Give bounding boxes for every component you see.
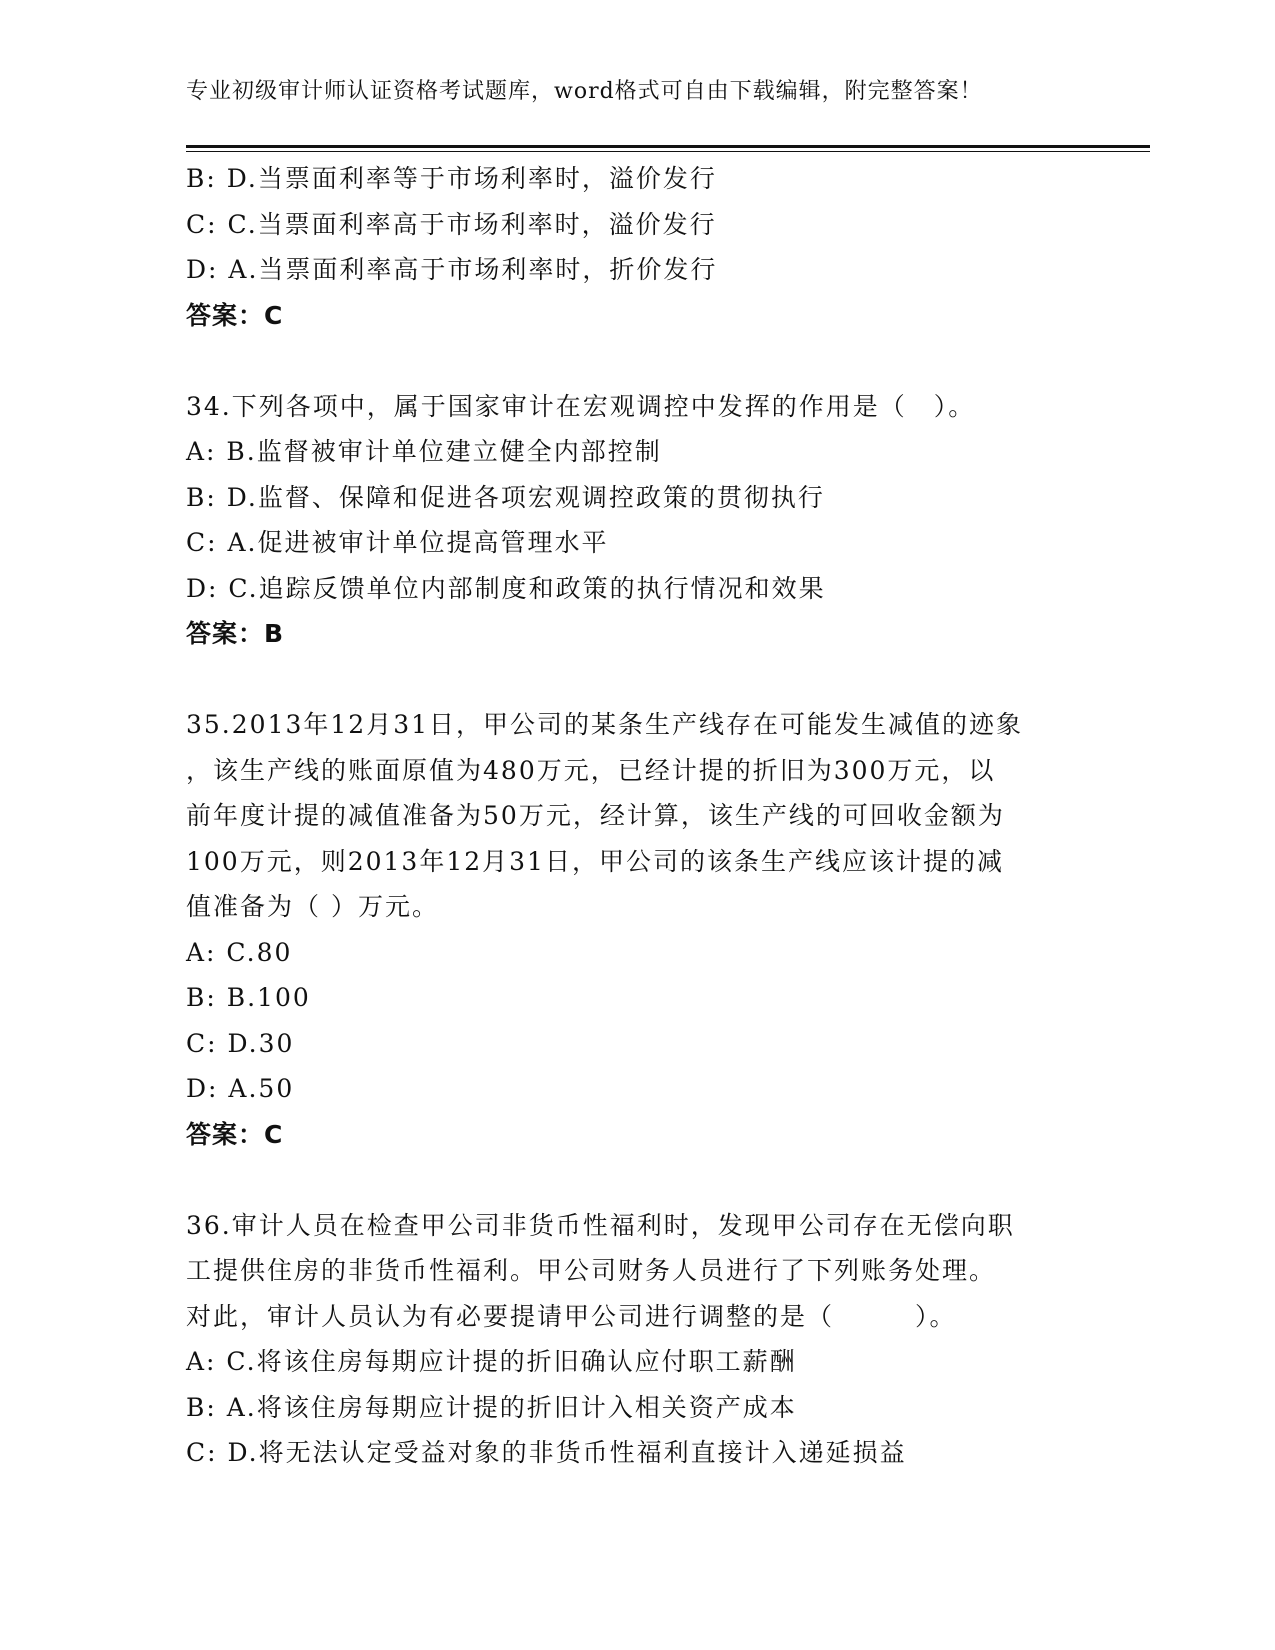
option-line: A: B.监督被审计单位建立健全内部控制: [186, 437, 662, 466]
header-rule-thick: [186, 145, 1150, 148]
question-text: 值准备为（ ）万元。: [186, 892, 439, 921]
question-text: 前年度计提的减值准备为50万元，经计算，该生产线的可回收金额为: [186, 801, 1005, 830]
option-line: A: C.将该住房每期应计提的折旧确认应付职工薪酬: [186, 1347, 797, 1376]
question-36: [186, 1203, 1086, 1476]
answer-line: 答案：C: [186, 1119, 284, 1149]
spacer: [186, 338, 1086, 384]
answer-line: 答案：C: [186, 300, 284, 330]
question-text: 34.下列各项中，属于国家审计在宏观调控中发挥的作用是（ ）。: [186, 391, 976, 421]
option-line: A: C.80: [186, 937, 293, 967]
spacer: [186, 1157, 1086, 1203]
document-body: [186, 156, 1086, 1476]
question-text: ，该生产线的账面原值为480万元，已经计提的折旧为300万元，以: [186, 755, 996, 785]
option-line: C: D.30: [186, 1028, 295, 1058]
option-line: B: B.100: [186, 983, 311, 1012]
question-34: [186, 384, 1086, 657]
question-text: 35.2013年12月31日，甲公司的某条生产线存在可能发生减值的迹象: [186, 710, 1024, 739]
option-line: C: D.将无法认定受益对象的非货币性福利直接计入递延损益: [186, 1438, 907, 1467]
option-line: C: A.促进被审计单位提高管理水平: [186, 528, 609, 557]
question-text: 对此，审计人员认为有必要提请甲公司进行调整的是（ ）。: [186, 1301, 957, 1331]
option-line: D: A.当票面利率高于市场利率时，折价发行: [186, 255, 718, 284]
option-line: D: A.50: [186, 1074, 295, 1103]
spacer: [186, 657, 1086, 703]
page-header: 专业初级审计师认证资格考试题库，word格式可自由下载编辑，附完整答案！: [186, 79, 983, 104]
option-line: B: D.监督、保障和促进各项宏观调控政策的贯彻执行: [186, 482, 825, 512]
question-text: 100万元，则2013年12月31日，甲公司的该条生产线应该计提的减: [186, 846, 1004, 876]
header-rule-thin: [186, 151, 1150, 152]
option-line: B: A.将该住房每期应计提的折旧计入相关资产成本: [186, 1392, 797, 1422]
question-33-continued: [186, 156, 1086, 338]
option-line: C: C.当票面利率高于市场利率时，溢价发行: [186, 209, 717, 239]
question-text: 36.审计人员在检查甲公司非货币性福利时，发现甲公司存在无偿向职: [186, 1210, 1015, 1240]
question-text: 工提供住房的非货币性福利。甲公司财务人员进行了下列账务处理。: [186, 1256, 997, 1285]
option-line: D: C.追踪反馈单位内部制度和政策的执行情况和效果: [186, 573, 826, 603]
option-line: B: D.当票面利率等于市场利率时，溢价发行: [186, 164, 717, 193]
question-35: [186, 702, 1086, 1157]
answer-line: 答案：B: [186, 619, 285, 648]
